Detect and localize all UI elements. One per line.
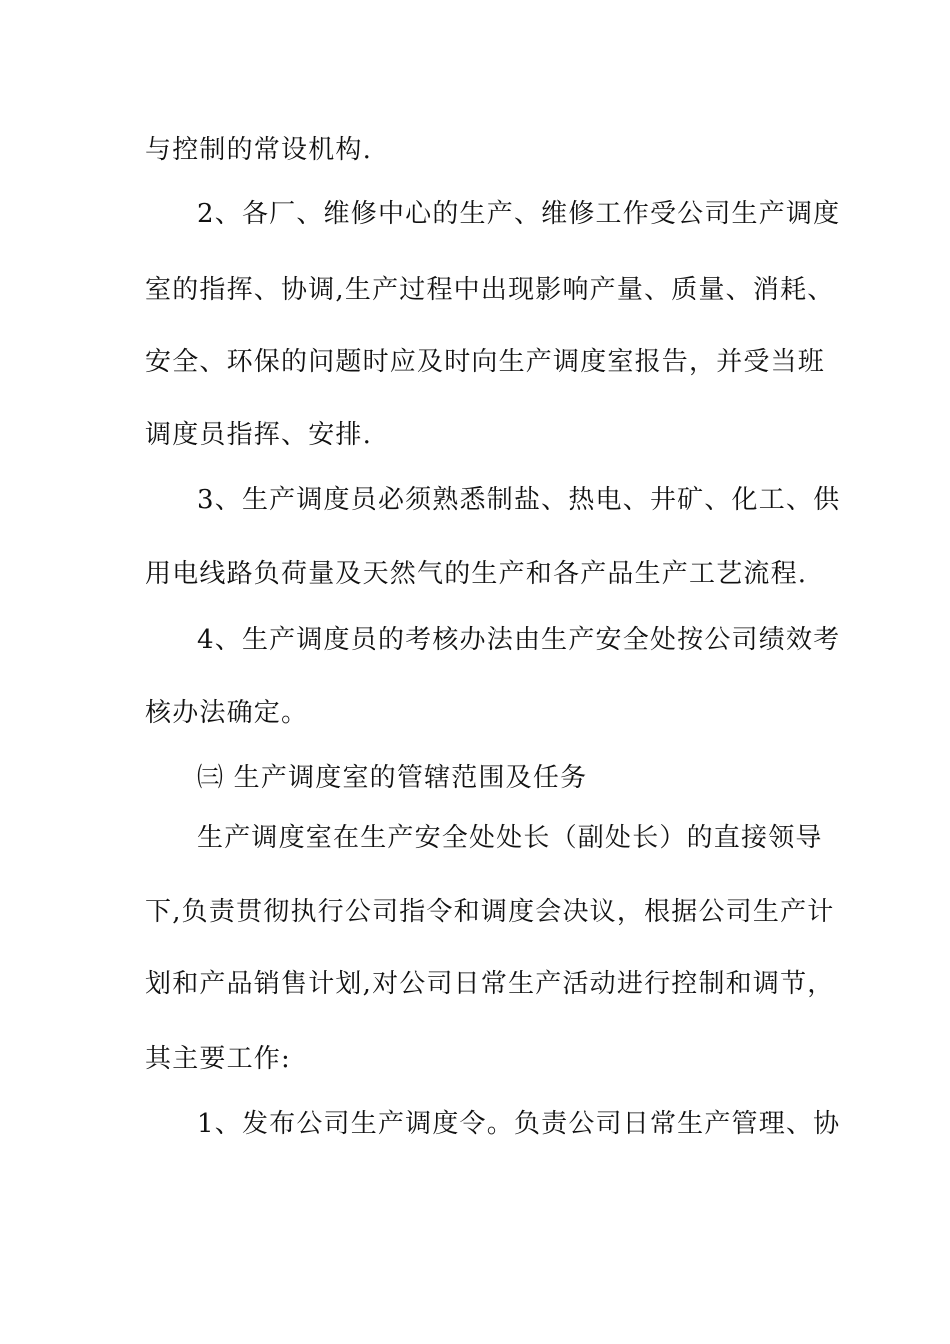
paragraph-line: 生产调度室在生产安全处处长（副处长）的直接领导 (197, 823, 823, 853)
section-heading: ㈢ 生产调度室的管辖范围及任务 (197, 763, 588, 793)
paragraph-line: 室的指挥、协调,生产过程中出现影响产量、质量、消耗、 (145, 275, 835, 305)
paragraph-line: 用电线路负荷量及天然气的生产和各产品生产工艺流程. (145, 559, 808, 589)
paragraph-line: 3、生产调度员必须熟悉制盐、热电、井矿、化工、供 (197, 485, 841, 515)
paragraph-line: 调度员指挥、安排. (145, 420, 373, 450)
paragraph-line: 安全、环保的问题时应及时向生产调度室报告，并受当班 (145, 347, 826, 377)
paragraph-line: 4、生产调度员的考核办法由生产安全处按公司绩效考 (197, 625, 841, 655)
paragraph-line: 下,负责贯彻执行公司指令和调度会决议，根据公司生产计 (145, 897, 835, 927)
paragraph-line: 其主要工作: (145, 1044, 291, 1074)
paragraph-line: 1、发布公司生产调度令。负责公司日常生产管理、协 (197, 1109, 841, 1139)
paragraph-line: 与控制的常设机构. (145, 135, 373, 165)
paragraph-line: 2、各厂、维修中心的生产、维修工作受公司生产调度 (197, 199, 841, 229)
paragraph-line: 核办法确定。 (145, 698, 309, 728)
paragraph-line: 划和产品销售计划,对公司日常生产活动进行控制和调节， (145, 969, 835, 999)
